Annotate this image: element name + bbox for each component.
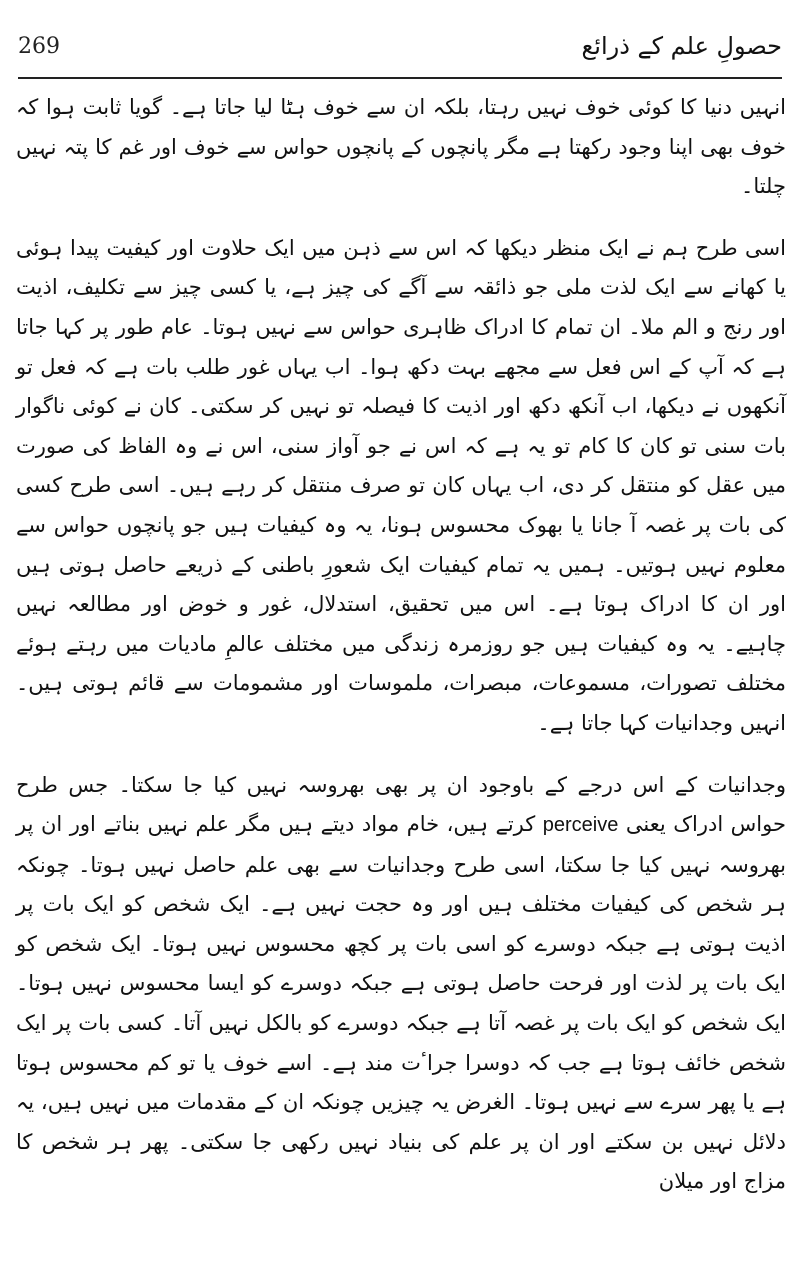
page-header (18, 22, 782, 70)
paragraph-3-latin-term: perceive (542, 814, 619, 837)
page-number: 269 (18, 33, 60, 59)
running-title: حصولِ علم کے ذرائع (581, 32, 782, 60)
paragraph-3-text-after: کرتے ہیں، خام مواد دیتے ہیں مگر علم نہیں بناتے اور ان پر بھروسہ نہیں کیا جا سکتا، اسی طرح وجدانیات سے بھی علم حاصل نہیں ہوتا۔ چونکہ ہر شخص کی کیفیات مختلف ہیں اور وہ حجت نہیں ہے۔ ایک شخص کو ایک بات پر اذیت ہوتی ہے جبکہ دوسرے کو اسی بات پر کچھ محسوس نہیں ہوتا۔ ایک شخص کو ایک بات پر لذت اور فرحت حاصل ہوتی ہے جبکہ دوسرے کو ایسا محسوس نہیں ہوتا۔ ایک شخص کو ایک بات پر غصہ آتا ہے جبکہ دوسرے کو بالکل نہیں آتا۔ کسی بات پر ایک شخص خائف ہوتا ہے جب کہ دوسرا جراٴت مند ہے۔ اسے خوف یا تو کم محسوس ہوتا ہے یا پھر سرے سے نہیں ہوتا۔ الغرض یہ چیزیں چونکہ ان کے مقدمات میں نہیں ہیں، یہ دلائل نہیں بن سکتے اور ان پر علم کی بنیاد نہیں رکھی جا سکتی۔ پھر ہر شخص کا مزاج اور میلان (16, 812, 786, 1194)
paragraph-3 (16, 766, 786, 1203)
paragraph-2: اسی طرح ہم نے ایک منظر دیکھا کہ اس سے ذہن میں ایک حلاوت اور کیفیت پیدا ہوئی یا کھانے سے ایک لذت ملی جو ذائقہ سے آگے کی چیز ہے، یا کسی چیز سے تکلیف، اذیت اور رنج و الم ملا۔ ان تمام کا ادراک ظاہری حواس سے نہیں ہوتا۔ عام طور پر کہا جاتا ہے کہ آپ کے اس فعل سے مجھے بہت دکھ ہوا۔ اب یہاں غور طلب بات ہے کہ فعل تو آنکھوں نے دیکھا، اب آنکھ دکھ اور اذیت کا فیصلہ تو نہیں کر سکتی۔ کان نے کوئی ناگوار بات سنی تو کان کا کام تو یہ ہے کہ اس نے جو آواز سنی، اس نے وہ الفاظ کی صورت میں عقل کو منتقل کر دی، اب یہاں کان تو صرف منتقل کر رہے ہیں۔ اسی طرح کسی کی بات پر غصہ آ جانا یا بھوک محسوس ہونا، یہ وہ کیفیات ہیں جو پانچوں حواس سے معلوم نہیں ہوتیں۔ ہمیں یہ تمام کیفیات ایک شعورِ باطنی کے ذریعے حاصل ہوتی ہیں اور ان کا ادراک ہوتا ہے۔ اس میں تحقیق، استدلال، غور و خوض اور مطالعہ نہیں چاہیے۔ یہ وہ کیفیات ہیں جو روزمرہ زندگی میں مختلف عالمِ مادیات میں رہتے ہوئے مختلف تصورات، مسموعات، مبصرات، ملموسات اور مشمومات سے قائم ہوتی ہیں۔ انہیں وجدانیات کہا جاتا ہے۔ (16, 235, 786, 735)
paragraph-3-text-before: وجدانیات کے اس درجے کے باوجود ان پر بھی بھروسہ نہیں کیا جا سکتا۔ جس طرح حواس ادراک یعنی (16, 772, 786, 837)
page-body (16, 88, 786, 1271)
paragraph-1: انہیں دنیا کا کوئی خوف نہیں رہتا، بلکہ ان سے خوف ہٹا لیا جاتا ہے۔ گویا ثابت ہوا کہ خوف بھی اپنا وجود رکھتا ہے مگر پانچوں کے پانچوں حواس سے خوف اور غم کا پتہ نہیں چلتا۔ (16, 95, 786, 199)
header-divider (18, 77, 782, 79)
